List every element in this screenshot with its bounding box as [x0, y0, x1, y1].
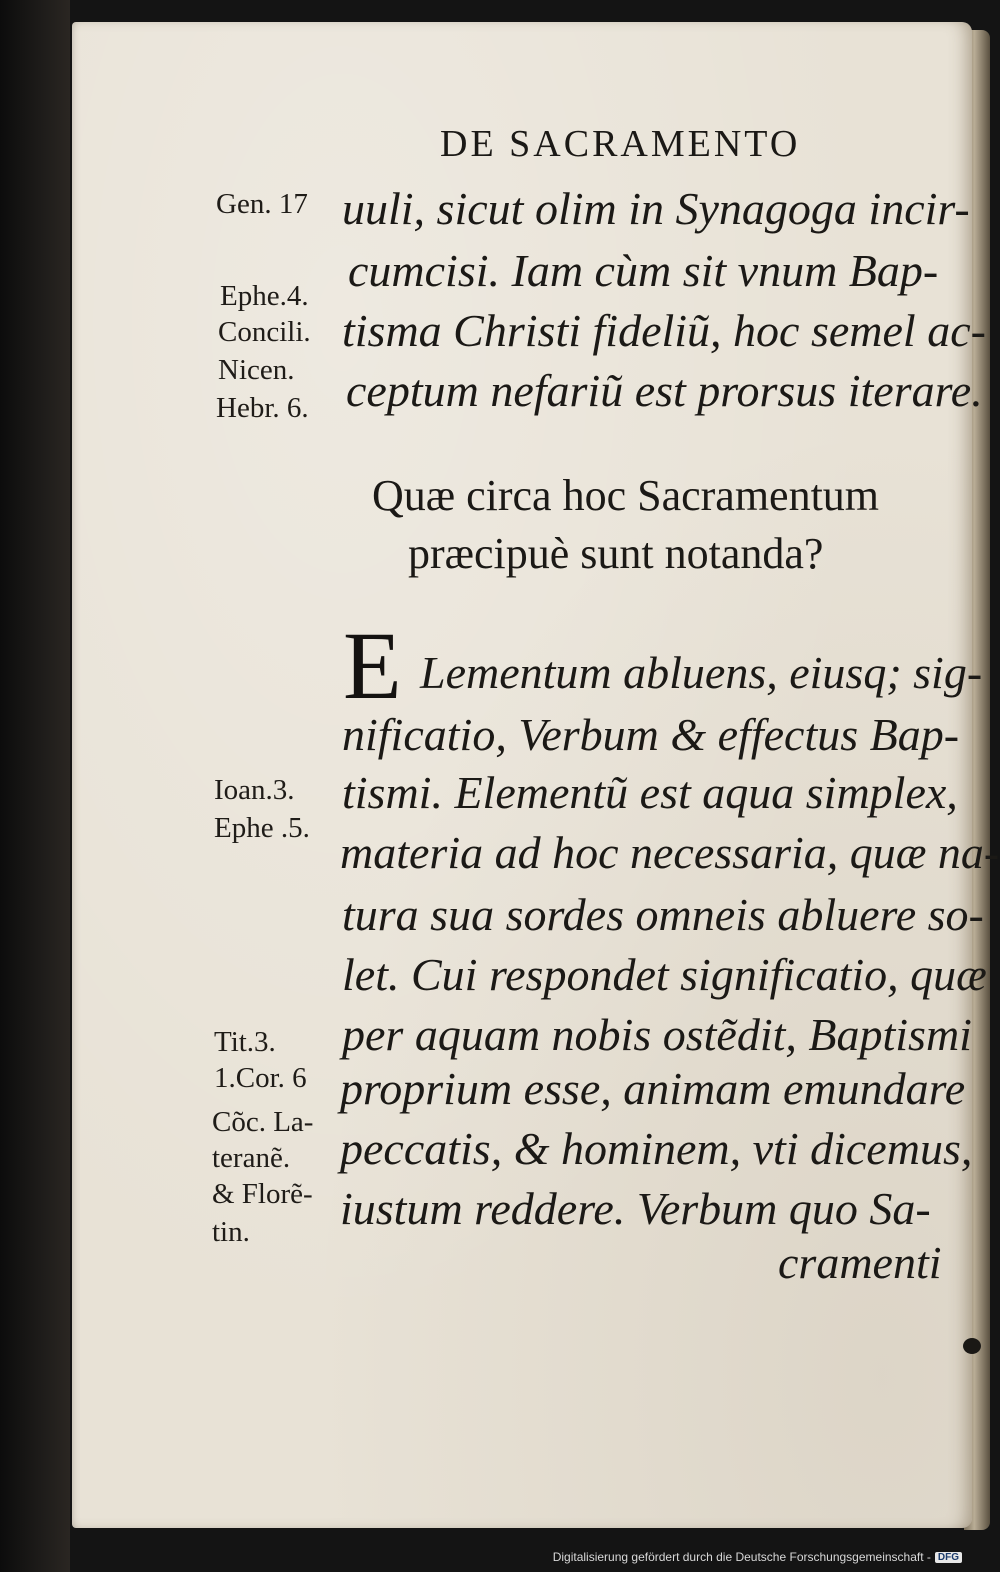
body-line: uuli, sicut olim in Synagoga incir-	[342, 183, 970, 234]
margin-ref-nicen: Nicen.	[218, 354, 295, 386]
body-line: ceptum nefariũ est prorsus iterare.	[346, 365, 983, 416]
answer-line: proprium esse, animam emundare	[340, 1063, 966, 1114]
margin-ref-terane: teranẽ.	[212, 1142, 291, 1174]
margin-ref-concili: Concili.	[218, 316, 311, 348]
answer-line: tismi. Elementũ est aqua simplex,	[342, 767, 958, 818]
body-line: cumcisi. Iam cùm sit vnum Bap-	[348, 245, 939, 296]
digitization-credit	[553, 1550, 962, 1564]
answer-line: iustum reddere. Verbum quo Sa-	[340, 1183, 931, 1234]
margin-ref-conc-la: Cõc. La-	[212, 1106, 314, 1138]
catchword: cramenti	[778, 1237, 942, 1288]
question-heading-line-2: præcipuè sunt notanda?	[408, 529, 824, 578]
answer-line: nificatio, Verbum & effectus Bap-	[342, 709, 960, 760]
answer-line: tura sua sordes omneis abluere so-	[342, 889, 984, 940]
credit-text: Digitalisierung gefördert durch die Deutsche Forschungsgemeinschaft -	[552, 1550, 931, 1564]
margin-ref-ioan: Ioan.3.	[214, 774, 295, 806]
margin-ref-hebr: Hebr. 6.	[216, 392, 309, 424]
margin-ref-flore: & Florẽ-	[212, 1178, 313, 1210]
answer-line: let. Cui respondet significatio, quæ	[342, 949, 987, 1000]
answer-line: materia ad hoc necessaria, quæ na-	[340, 827, 1000, 878]
drop-cap: E	[343, 612, 402, 719]
margin-ref-ephe-5: Ephe .5.	[214, 812, 310, 844]
book-spine-shadow	[0, 0, 70, 1572]
answer-line: Lementum abluens, eiusq; sig-	[420, 647, 983, 698]
margin-ref-ephe-4: Ephe.4.	[220, 280, 309, 312]
margin-ref-gen: Gen. 17	[216, 188, 308, 220]
margin-ref-tit: Tit.3.	[214, 1026, 276, 1058]
answer-line: per aquam nobis ostẽdit, Baptismi	[342, 1009, 972, 1060]
question-heading-line-1: Quæ circa hoc Sacramentum	[372, 471, 880, 520]
running-header: DE SACRAMENTO	[440, 123, 801, 165]
answer-line: peccatis, & hominem, vti dicemus,	[340, 1123, 973, 1174]
dfg-logo-icon: DFG	[935, 1552, 962, 1563]
margin-ref-tin: tin.	[212, 1216, 250, 1248]
ink-blot	[963, 1338, 981, 1354]
margin-ref-cor: 1.Cor. 6	[214, 1062, 307, 1094]
body-line: tisma Christi fideliũ, hoc semel ac-	[342, 305, 986, 356]
